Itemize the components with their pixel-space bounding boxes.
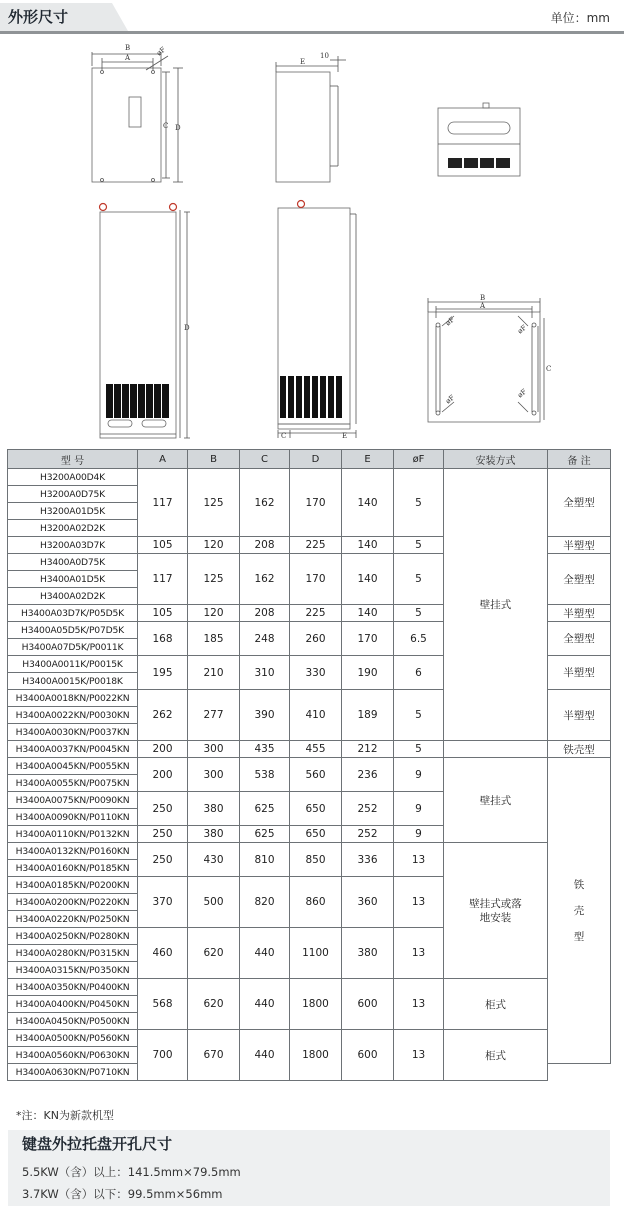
- cell-F: 9: [394, 792, 444, 826]
- model-cell: H3400A0D75K: [8, 554, 138, 571]
- cell-E: 600: [342, 979, 394, 1030]
- model-cell: H3400A0090KN/P0110KN: [8, 809, 138, 826]
- model-cell: H3400A0500KN/P0560KN: [8, 1030, 138, 1047]
- front-view-small: [92, 44, 183, 182]
- footnote: *注：KN为新款机型: [16, 1109, 114, 1122]
- model-cell: H3400A0022KN/P0030KN: [8, 707, 138, 724]
- model-cell: H3400A0160KN/P0185KN: [8, 860, 138, 877]
- model-cell: H3400A0011K/P0015K: [8, 656, 138, 673]
- cell-E: 252: [342, 826, 394, 843]
- cell-D: 225: [290, 605, 342, 622]
- dim-label-F-6a: øF: [444, 315, 457, 328]
- table-header-row: [8, 450, 611, 469]
- cell-C: 440: [240, 928, 290, 979]
- model-cell: H3200A00D4K: [8, 469, 138, 486]
- dim-label-F-6b: øF: [516, 323, 529, 336]
- cell-D: 650: [290, 792, 342, 826]
- note-cell: 铁壳型: [548, 741, 611, 758]
- model-cell: H3400A0350KN/P0400KN: [8, 979, 138, 996]
- model-cell: H3400A0185KN/P0200KN: [8, 877, 138, 894]
- header-F: øF: [394, 450, 444, 469]
- table-row: [8, 758, 611, 775]
- cell-C: 538: [240, 758, 290, 792]
- dim-label-D-4: D: [184, 324, 190, 332]
- note-iron-char-1: 铁: [573, 878, 585, 891]
- cell-B: 380: [188, 826, 240, 843]
- keypad-title: 键盘外拉托盘开孔尺寸: [22, 1135, 173, 1153]
- dim-label-B-1: B: [125, 44, 131, 52]
- model-cell: H3400A07D5K/P0011K: [8, 639, 138, 656]
- cell-B: 300: [188, 758, 240, 792]
- install-cell-wall: 壁挂式: [444, 469, 548, 741]
- install-cell-empty: [444, 741, 548, 758]
- cell-E: 140: [342, 537, 394, 554]
- model-cell: H3400A0075KN/P0090KN: [8, 792, 138, 809]
- model-cell: H3400A0280KN/P0315KN: [8, 945, 138, 962]
- dim-label-A-6: A: [480, 302, 486, 310]
- table-row: [8, 979, 611, 996]
- cell-E: 336: [342, 843, 394, 877]
- cell-E: 140: [342, 554, 394, 605]
- model-cell: H3200A02D2K: [8, 520, 138, 537]
- cell-C: 820: [240, 877, 290, 928]
- keypad-spec-small: 3.7KW（含）以下：99.5mm×56mm: [22, 1187, 223, 1201]
- note-cell: 全塑型: [548, 469, 611, 537]
- cell-D: 410: [290, 690, 342, 741]
- cell-E: 170: [342, 622, 394, 656]
- cell-B: 500: [188, 877, 240, 928]
- cell-A: 250: [138, 826, 188, 843]
- cell-E: 380: [342, 928, 394, 979]
- header-D: D: [290, 450, 342, 469]
- cell-B: 300: [188, 741, 240, 758]
- cell-A: 568: [138, 979, 188, 1030]
- note-iron-char-3: 型: [573, 930, 585, 943]
- cell-C: 440: [240, 979, 290, 1030]
- cell-D: 1100: [290, 928, 342, 979]
- cell-A: 262: [138, 690, 188, 741]
- cell-F: 9: [394, 826, 444, 843]
- model-cell: H3400A0037KN/P0045KN: [8, 741, 138, 758]
- cell-B: 120: [188, 537, 240, 554]
- cell-B: 277: [188, 690, 240, 741]
- table-row: [8, 843, 611, 860]
- cell-F: 6: [394, 656, 444, 690]
- install-cell-cabinet-1: 柜式: [444, 979, 548, 1030]
- cell-F: 5: [394, 554, 444, 605]
- cell-C: 435: [240, 741, 290, 758]
- cell-F: 13: [394, 928, 444, 979]
- cell-E: 236: [342, 758, 394, 792]
- side-view-large: [278, 201, 356, 441]
- model-cell: H3400A0030KN/P0037KN: [8, 724, 138, 741]
- cell-E: 140: [342, 469, 394, 537]
- model-cell: H3400A0250KN/P0280KN: [8, 928, 138, 945]
- dim-label-E-2: E: [300, 58, 306, 66]
- cell-E: 600: [342, 1030, 394, 1081]
- model-cell: H3400A0560KN/P0630KN: [8, 1047, 138, 1064]
- model-cell: H3200A01D5K: [8, 503, 138, 520]
- front-view-large: [100, 204, 191, 439]
- dim-label-F-1: øF: [155, 45, 168, 58]
- cell-F: 9: [394, 758, 444, 792]
- model-cell: H3400A0450KN/P0500KN: [8, 1013, 138, 1030]
- cell-A: 117: [138, 469, 188, 537]
- cell-C: 208: [240, 605, 290, 622]
- model-cell: H3200A0D75K: [8, 486, 138, 503]
- cell-A: 200: [138, 741, 188, 758]
- dim-label-B-6: B: [480, 294, 486, 302]
- cell-E: 360: [342, 877, 394, 928]
- cell-D: 170: [290, 554, 342, 605]
- header-E: E: [342, 450, 394, 469]
- dim-label-10: 10: [320, 52, 329, 60]
- unit-label: 单位：mm: [550, 11, 610, 25]
- model-cell: H3400A0055KN/P0075KN: [8, 775, 138, 792]
- cell-A: 370: [138, 877, 188, 928]
- cell-C: 208: [240, 537, 290, 554]
- cell-D: 330: [290, 656, 342, 690]
- model-cell: H3400A0132KN/P0160KN: [8, 843, 138, 860]
- cell-D: 455: [290, 741, 342, 758]
- cell-F: 6.5: [394, 622, 444, 656]
- dim-label-F-6c: øF: [444, 393, 457, 406]
- model-cell: H3400A01D5K: [8, 571, 138, 588]
- cell-F: 13: [394, 877, 444, 928]
- note-cell: 半塑型: [548, 656, 611, 690]
- cell-B: 620: [188, 928, 240, 979]
- note-cell: 全塑型: [548, 554, 611, 605]
- table-row: [8, 741, 611, 758]
- keypad-spec-large: 5.5KW（含）以上：141.5mm×79.5mm: [22, 1165, 241, 1179]
- model-cell: H3400A02D2K: [8, 588, 138, 605]
- cell-F: 13: [394, 1030, 444, 1081]
- model-cell: H3400A0200KN/P0220KN: [8, 894, 138, 911]
- keypad-section: [8, 1130, 610, 1206]
- dim-label-C-1: C: [163, 122, 169, 130]
- note-cell: 全塑型: [548, 622, 611, 656]
- cell-C: 162: [240, 554, 290, 605]
- cell-D: 260: [290, 622, 342, 656]
- cell-A: 250: [138, 843, 188, 877]
- table-row: [8, 469, 611, 486]
- cell-F: 5: [394, 537, 444, 554]
- cell-B: 670: [188, 1030, 240, 1081]
- header-C: C: [240, 450, 290, 469]
- header-B: B: [188, 450, 240, 469]
- section-header: [0, 0, 624, 34]
- cell-D: 225: [290, 537, 342, 554]
- dim-label-C-6: C: [546, 365, 552, 373]
- model-cell: H3400A05D5K/P07D5K: [8, 622, 138, 639]
- cell-B: 430: [188, 843, 240, 877]
- model-cell: H3400A0045KN/P0055KN: [8, 758, 138, 775]
- cell-A: 168: [138, 622, 188, 656]
- cell-B: 210: [188, 656, 240, 690]
- cell-A: 105: [138, 605, 188, 622]
- cell-E: 190: [342, 656, 394, 690]
- cell-D: 860: [290, 877, 342, 928]
- table-row: [8, 1030, 611, 1047]
- cell-B: 125: [188, 554, 240, 605]
- model-cell: H3400A03D7K/P05D5K: [8, 605, 138, 622]
- dim-label-D-1: D: [175, 124, 181, 132]
- note-iron-char-2: 壳: [573, 904, 585, 917]
- model-cell: H3200A03D7K: [8, 537, 138, 554]
- cell-F: 13: [394, 843, 444, 877]
- header-A: A: [138, 450, 188, 469]
- cell-B: 125: [188, 469, 240, 537]
- cell-F: 5: [394, 605, 444, 622]
- cell-B: 120: [188, 605, 240, 622]
- drawings-svg: [8, 36, 612, 448]
- dimension-drawings: [8, 36, 612, 448]
- header-divider: [0, 31, 624, 34]
- cell-A: 700: [138, 1030, 188, 1081]
- cell-F: 5: [394, 690, 444, 741]
- cell-B: 185: [188, 622, 240, 656]
- bottom-view-small: [438, 103, 520, 176]
- dim-label-E-5: E: [342, 432, 348, 440]
- cell-B: 380: [188, 792, 240, 826]
- cell-C: 248: [240, 622, 290, 656]
- install-cell-wall-floor: 壁挂式或落地安装: [444, 843, 548, 979]
- cell-A: 460: [138, 928, 188, 979]
- header-install: 安装方式: [444, 450, 548, 469]
- model-cell: H3400A0015K/P0018K: [8, 673, 138, 690]
- cell-F: 5: [394, 741, 444, 758]
- cell-C: 390: [240, 690, 290, 741]
- note-cell: 半塑型: [548, 690, 611, 741]
- install-cell-wall-2: 壁挂式: [444, 758, 548, 843]
- mounting-plan: [428, 294, 551, 422]
- cell-C: 625: [240, 826, 290, 843]
- model-cell: H3400A0630KN/P0710KN: [8, 1064, 138, 1081]
- cell-D: 1800: [290, 1030, 342, 1081]
- cell-C: 162: [240, 469, 290, 537]
- cell-F: 13: [394, 979, 444, 1030]
- cell-D: 170: [290, 469, 342, 537]
- cell-D: 1800: [290, 979, 342, 1030]
- cell-D: 850: [290, 843, 342, 877]
- note-cell: 半塑型: [548, 605, 611, 622]
- cell-D: 560: [290, 758, 342, 792]
- model-cell: H3400A0315KN/P0350KN: [8, 962, 138, 979]
- cell-E: 140: [342, 605, 394, 622]
- cell-F: 5: [394, 469, 444, 537]
- cell-A: 250: [138, 792, 188, 826]
- cell-C: 440: [240, 1030, 290, 1081]
- dim-label-A-1: A: [125, 54, 131, 62]
- note-cell-iron: [548, 758, 611, 1064]
- cell-E: 252: [342, 792, 394, 826]
- cell-D: 650: [290, 826, 342, 843]
- model-cell: H3400A0400KN/P0450KN: [8, 996, 138, 1013]
- cell-C: 810: [240, 843, 290, 877]
- cell-C: 310: [240, 656, 290, 690]
- model-cell: H3400A0220KN/P0250KN: [8, 911, 138, 928]
- section-title: 外形尺寸: [8, 8, 69, 26]
- header-model: 型 号: [8, 450, 138, 469]
- header-note: 备 注: [548, 450, 611, 469]
- dim-label-F-6d: øF: [516, 387, 529, 400]
- cell-A: 105: [138, 537, 188, 554]
- cell-E: 189: [342, 690, 394, 741]
- side-view-small: [276, 52, 346, 182]
- cell-C: 625: [240, 792, 290, 826]
- cell-E: 212: [342, 741, 394, 758]
- model-cell: H3400A0110KN/P0132KN: [8, 826, 138, 843]
- cell-B: 620: [188, 979, 240, 1030]
- model-cell: H3400A0018KN/P0022KN: [8, 690, 138, 707]
- dim-label-C-5: C: [281, 432, 287, 440]
- cell-A: 200: [138, 758, 188, 792]
- cell-A: 195: [138, 656, 188, 690]
- cell-A: 117: [138, 554, 188, 605]
- dimension-table: [7, 449, 611, 1081]
- install-cell-cabinet-2: 柜式: [444, 1030, 548, 1081]
- note-cell: 半塑型: [548, 537, 611, 554]
